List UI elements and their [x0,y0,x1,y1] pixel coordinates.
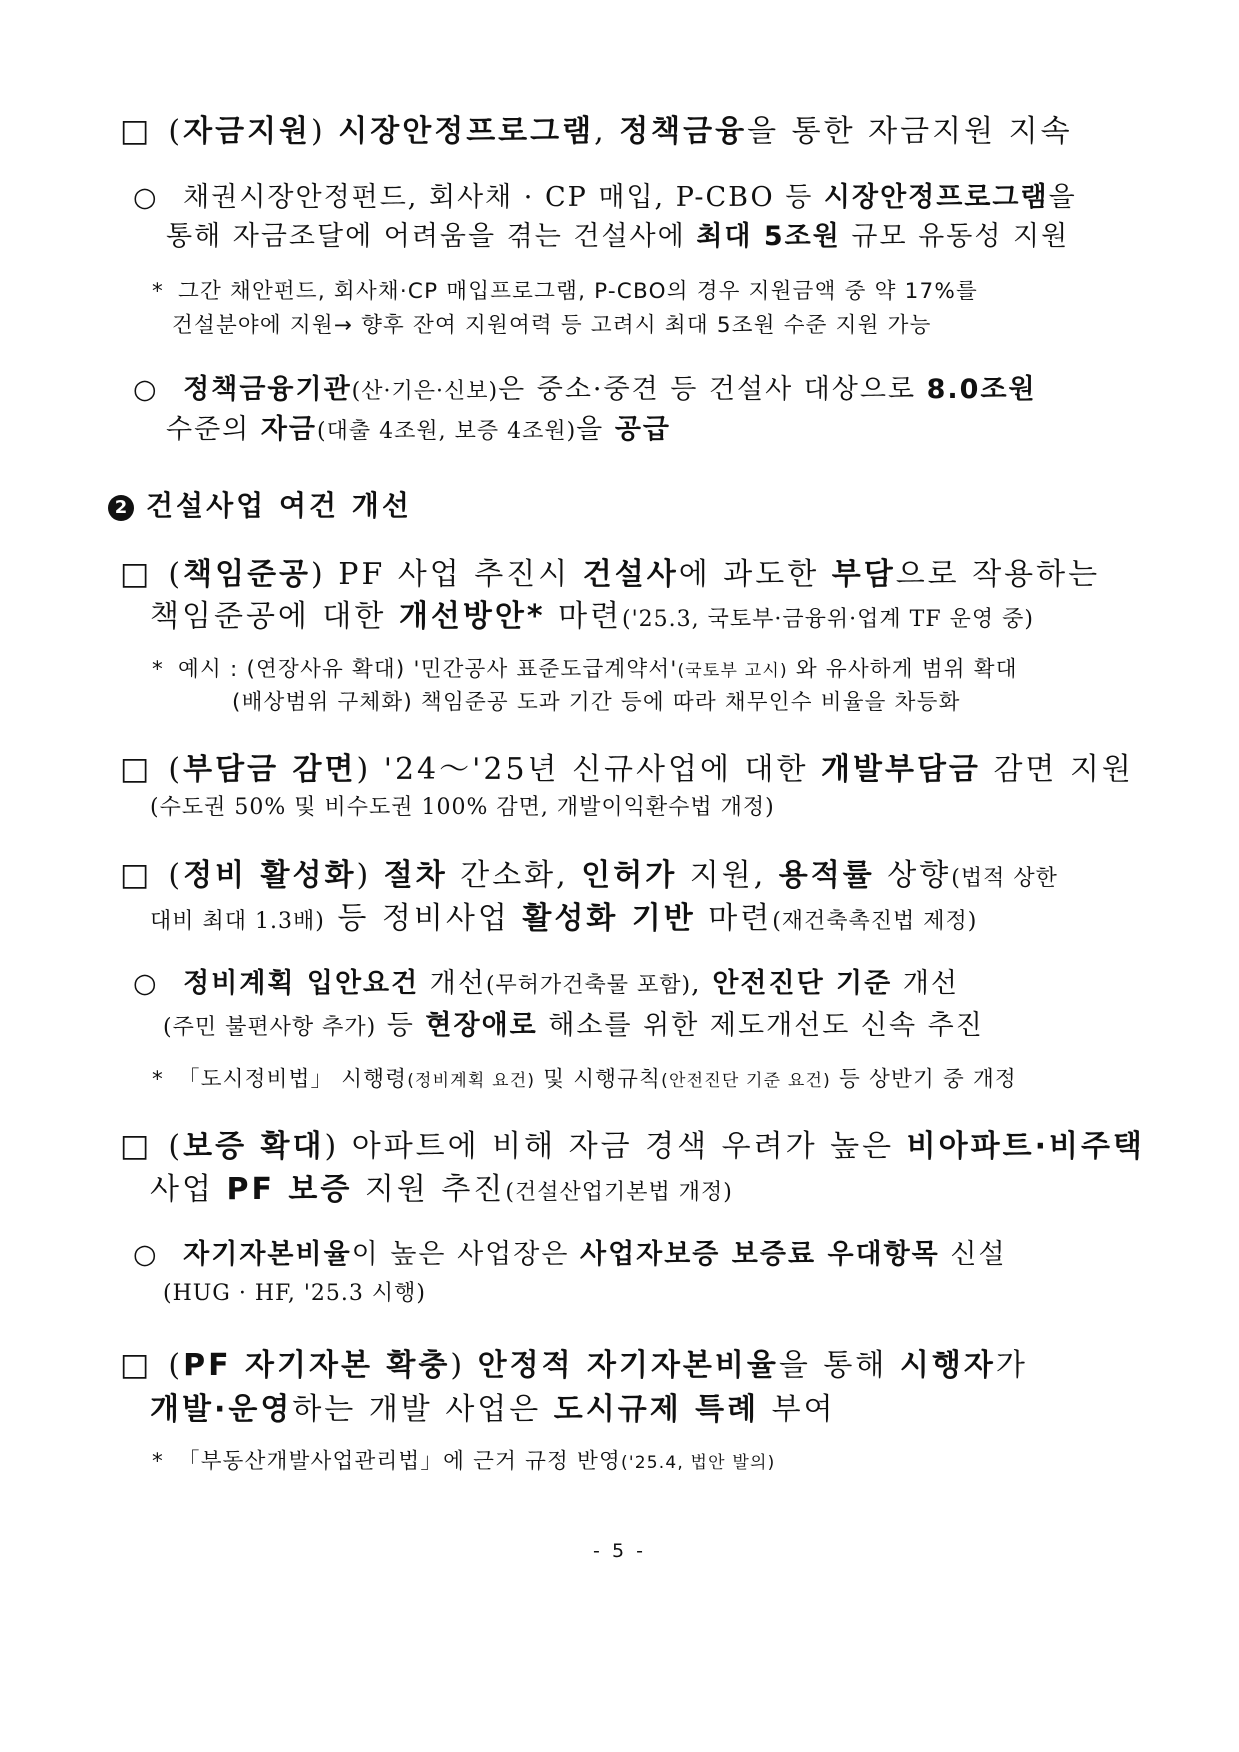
note-marker: * [152,1067,164,1092]
sub-item-market-program: ○ 채권시장안정펀드, 회사채 · CP 매입, P-CBO 등 시장안정프로그램을 [133,182,1077,213]
sub-item-policy-finance-cont: 수준의 자금(대출 4조원, 보증 4조원)을 공급 [166,414,672,445]
sub-item-equity-ratio: ○ 자기자본비율이 높은 사업장은 사업자보증 보증료 우대항목 신설 [133,1239,1007,1270]
sub-item-plan-requirements-cont: (주민 불편사항 추가) 등 현장애로 해소를 위한 제도개선도 신속 추진 [163,1010,984,1041]
note-urban-law: * 「도시정비법」 시행령(정비계획 요건) 및 시행규칙(안전진단 기준 요건) 등 상반기 중 개정 [152,1067,1017,1092]
item-pf-equity-cont: 개발·운영하는 개발 사업은 도시규제 특례 부여 [150,1392,836,1427]
item-charge-reduction-detail: (수도권 50% 및 비수도권 100% 감면, 개발이익환수법 개정) [150,795,775,820]
note-marker: * [152,279,164,304]
item-completion-guarantee: □ (책임준공) PF 사업 추진시 건설사에 과도한 부담으로 작용하는 [120,556,1101,592]
note-fund-allocation-cont: 건설분야에 지원→ 향후 잔여 지원여력 등 고려시 최대 5조원 수준 지원 가능 [172,313,932,338]
item-redevelopment-cont: 대비 최대 1.3배) 등 정비사업 활성화 기반 마련(재건축촉진법 제정) [150,901,978,936]
item-completion-guarantee-cont: 책임준공에 대한 개선방안* 마련('25.3, 국토부·금융위·업계 TF 운영 중) [150,599,1034,634]
square-bullet-icon: □ [120,1128,150,1164]
square-bullet-icon: □ [120,751,150,787]
item-guarantee-expansion-cont: 사업 PF 보증 지원 추진(건설산업기본법 개정) [150,1172,733,1207]
note-development-law: * 「부동산개발사업관리법」에 근거 규정 반영('25.4, 법안 발의) [152,1449,776,1474]
circle-bullet-icon: ○ [133,1239,159,1270]
note-marker: * [152,1449,164,1474]
sub-item-policy-finance: ○ 정책금융기관(산·기은·신보)은 중소·중견 등 건설사 대상으로 8.0조원 [133,374,1037,405]
circle-bullet-icon: ○ [133,968,159,999]
circle-bullet-icon: ○ [133,374,159,405]
item-redevelopment: □ (정비 활성화) 절차 간소화, 인허가 지원, 용적률 상향(법적 상한 [120,857,1058,893]
item-guarantee-expansion: □ (보증 확대) 아파트에 비해 자금 경색 우려가 높은 비아파트·비주택 [120,1128,1145,1164]
square-bullet-icon: □ [120,556,150,592]
note-marker: * [152,657,164,682]
square-bullet-icon: □ [120,113,150,149]
sub-item-market-program-cont: 통해 자금조달에 어려움을 겪는 건설사에 최대 5조원 규모 유동성 지원 [166,221,1070,252]
note-example: * 예시 : (연장사유 확대) '민간공사 표준도급계약서'(국토부 고시) 와 유사하게 범위 확대 [152,657,1018,682]
sub-item-equity-ratio-detail: (HUG · HF, '25.3 시행) [163,1281,426,1306]
item-funding-support: □ (자금지원) 시장안정프로그램, 정책금융을 통한 자금지원 지속 [120,113,1073,149]
section-number-badge: 2 [108,495,134,521]
item-charge-reduction: □ (부담금 감면) '24～'25년 신규사업에 대한 개발부담금 감면 지원 [120,751,1134,787]
page-number: - 5 - [593,1540,646,1562]
item-pf-equity: □ (PF 자기자본 확충) 안정적 자기자본비율을 통해 시행자가 [120,1347,1028,1383]
circle-bullet-icon: ○ [133,182,159,213]
note-example-cont: (배상범위 구체화) 책임준공 도과 기간 등에 따라 채무인수 비율을 차등화 [232,690,961,715]
sub-item-plan-requirements: ○ 정비계획 입안요건 개선(무허가건축물 포함), 안전진단 기준 개선 [133,968,959,999]
section-heading [108,484,412,524]
note-fund-allocation: * 그간 채안펀드, 회사채·CP 매입프로그램, P-CBO의 경우 지원금액 중 약 17%를 [152,279,978,304]
section-title: 건설사업 여건 개선 [146,489,412,522]
square-bullet-icon: □ [120,1347,150,1383]
square-bullet-icon: □ [120,857,150,893]
